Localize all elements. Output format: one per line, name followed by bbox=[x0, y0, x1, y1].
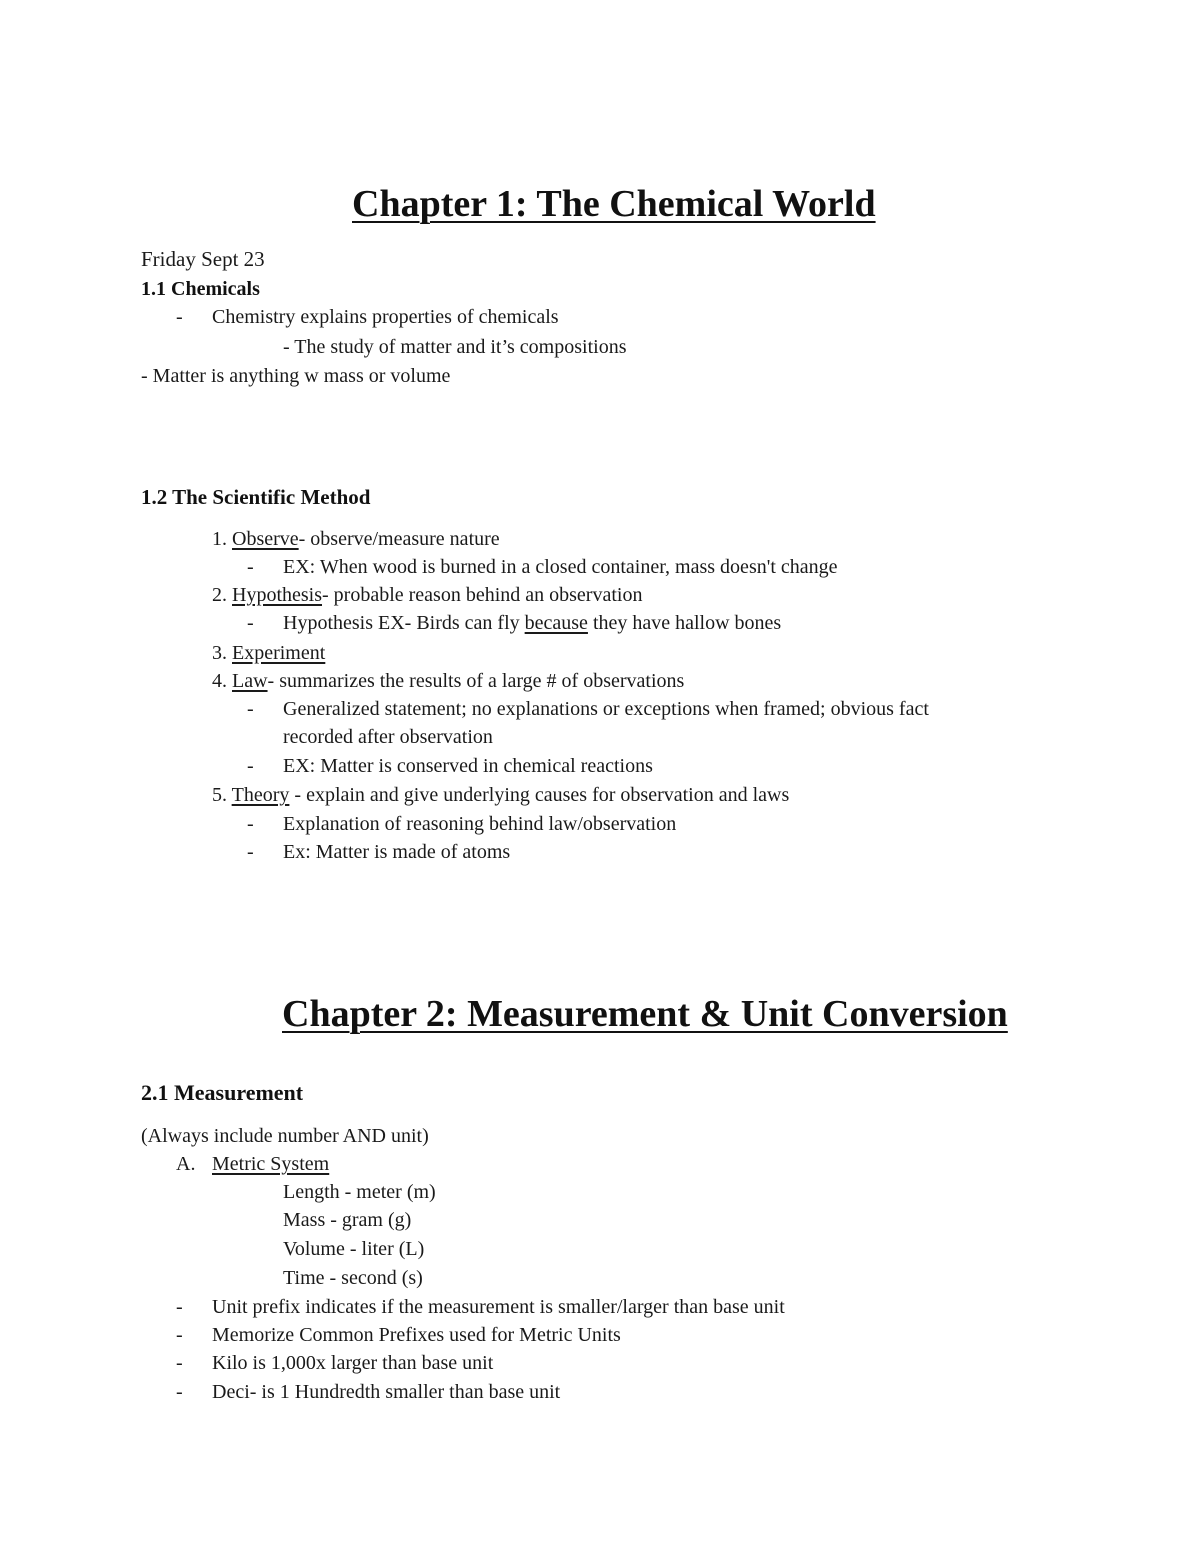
list-item: Explanation of reasoning behind law/observation bbox=[283, 813, 677, 835]
date-text: Friday Sept 23 bbox=[141, 247, 265, 271]
underlined-word: because bbox=[524, 612, 588, 634]
item-text: - explain and give underlying causes for observation and laws bbox=[289, 784, 790, 806]
term-metric-system: Metric System bbox=[212, 1153, 330, 1175]
chapter-2-title: Chapter 2: Measurement & Unit Conversion bbox=[282, 993, 1008, 1035]
bullet-dash: - bbox=[176, 1352, 183, 1374]
list-item: Deci- is 1 Hundredth smaller than base unit bbox=[212, 1381, 561, 1403]
item-number: 2. bbox=[212, 584, 232, 606]
item-text: - summarizes the results of a large # of observations bbox=[267, 670, 685, 692]
section-1-1-heading: 1.1 Chemicals bbox=[141, 278, 260, 300]
list-item bbox=[212, 783, 789, 807]
unit-line: Time - second (s) bbox=[283, 1267, 423, 1289]
term-observe: Observe bbox=[232, 528, 299, 550]
unit-line: Length - meter (m) bbox=[283, 1181, 436, 1203]
item-letter: A. bbox=[176, 1153, 196, 1175]
bullet-dash: - bbox=[176, 1381, 183, 1403]
list-item bbox=[212, 527, 500, 551]
item-number: 4. bbox=[212, 670, 232, 692]
list-item bbox=[212, 583, 642, 607]
list-item: - Matter is anything w mass or volume bbox=[141, 365, 451, 387]
item-text: - probable reason behind an observation bbox=[322, 584, 643, 606]
unit-line: Volume - liter (L) bbox=[283, 1238, 425, 1260]
section-2-1-heading: 2.1 Measurement bbox=[141, 1080, 304, 1105]
list-item bbox=[212, 669, 684, 693]
list-item: Chemistry explains properties of chemicals bbox=[212, 306, 559, 328]
term-experiment: Experiment bbox=[232, 642, 326, 664]
section-1-2-heading: 1.2 The Scientific Method bbox=[141, 485, 371, 509]
list-item: EX: When wood is burned in a closed container, mass doesn't change bbox=[283, 556, 838, 578]
list-item: Memorize Common Prefixes used for Metric Units bbox=[212, 1324, 621, 1346]
bullet-dash: - bbox=[247, 612, 254, 634]
item-text: - observe/measure nature bbox=[298, 528, 500, 550]
bullet-dash: - bbox=[247, 813, 254, 835]
bullet-dash: - bbox=[176, 1324, 183, 1346]
list-item: Ex: Matter is made of atoms bbox=[283, 841, 511, 863]
bullet-dash: - bbox=[247, 698, 254, 720]
bullet-dash: - bbox=[247, 755, 254, 777]
list-item: recorded after observation bbox=[283, 726, 493, 748]
list-item: EX: Matter is conserved in chemical reactions bbox=[283, 755, 653, 777]
list-item bbox=[176, 1152, 195, 1176]
list-item bbox=[283, 611, 781, 635]
item-text: they have hallow bones bbox=[587, 612, 782, 634]
bullet-dash: - bbox=[247, 556, 254, 578]
list-item: Unit prefix indicates if the measurement is smaller/larger than base unit bbox=[212, 1296, 785, 1318]
note-text: (Always include number AND unit) bbox=[141, 1125, 429, 1147]
item-number: 5. bbox=[212, 784, 232, 806]
unit-line: Mass - gram (g) bbox=[283, 1209, 412, 1231]
list-item: - The study of matter and it’s compositions bbox=[283, 336, 627, 358]
item-number: 1. bbox=[212, 528, 232, 550]
item-number: 3. bbox=[212, 642, 232, 664]
bullet-dash: - bbox=[176, 306, 183, 328]
term-hypothesis: Hypothesis bbox=[232, 584, 322, 606]
list-item: Generalized statement; no explanations or exceptions when framed; obvious fact bbox=[283, 698, 929, 720]
bullet-dash: - bbox=[176, 1296, 183, 1318]
item-text: Hypothesis EX- Birds can fly bbox=[283, 612, 525, 634]
term-theory: Theory bbox=[231, 784, 290, 806]
list-item bbox=[212, 641, 325, 665]
list-item: Kilo is 1,000x larger than base unit bbox=[212, 1352, 494, 1374]
chapter-1-title: Chapter 1: The Chemical World bbox=[352, 183, 876, 225]
term-law: Law bbox=[232, 670, 268, 692]
bullet-dash: - bbox=[247, 841, 254, 863]
